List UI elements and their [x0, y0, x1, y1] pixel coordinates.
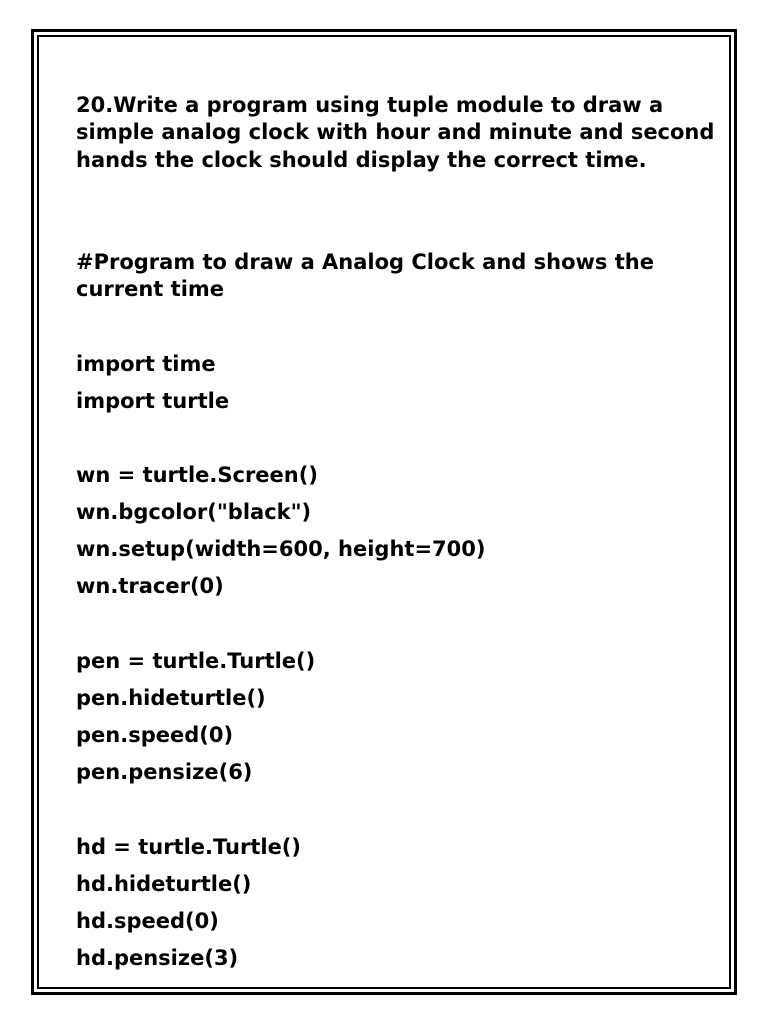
code-line: pen = turtle.Turtle() [76, 649, 316, 673]
code-line: wn.tracer(0) [76, 574, 224, 598]
question-text: 20.Write a program using tuple module to draw a simple analog clock with hour and minute and second hands the clock should display the correct time. [76, 93, 715, 172]
code-line: hd = turtle.Turtle() [76, 835, 302, 859]
code-line: hd.speed(0) [76, 909, 219, 933]
code-line: hd.hideturtle() [76, 872, 252, 896]
code-line: wn = turtle.Screen() [76, 463, 318, 487]
program-comment: #Program to draw a Analog Clock and shows the current time [76, 250, 654, 302]
code-line: wn.setup(width=600, height=700) [76, 537, 486, 561]
code-line: wn.bgcolor("black") [76, 500, 312, 524]
code-line: pen.hideturtle() [76, 686, 266, 710]
code-line: import time [76, 352, 216, 376]
code-line: hd.pensize(3) [76, 946, 239, 970]
code-line: import turtle [76, 389, 230, 413]
code-line: pen.speed(0) [76, 723, 234, 747]
code-line: pen.pensize(6) [76, 760, 253, 784]
